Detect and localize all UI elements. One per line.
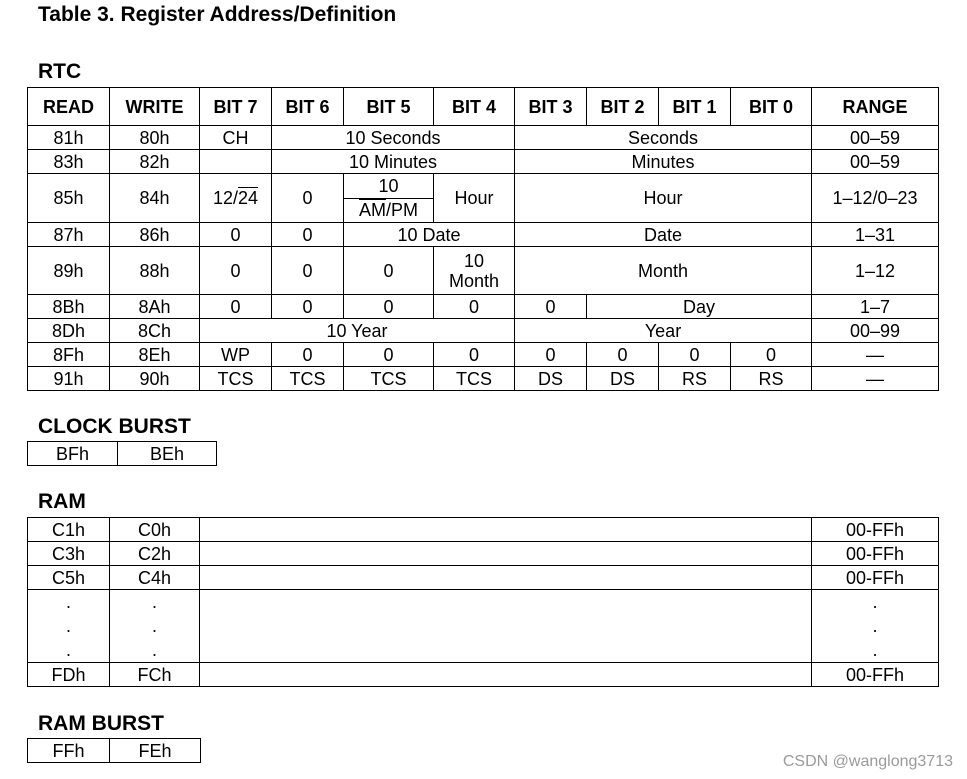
bit-cell: 0 bbox=[731, 343, 812, 367]
column-header: BIT 5 bbox=[344, 88, 434, 126]
bit-cell: 0 bbox=[272, 295, 344, 319]
bit-field: Hour bbox=[515, 174, 812, 223]
mode-label: 12/ bbox=[212, 188, 238, 208]
table-row bbox=[28, 126, 939, 150]
bit-cell: RS bbox=[731, 367, 812, 391]
ram-burst-heading: RAM BURST bbox=[38, 712, 164, 735]
ellipsis-cell: . . . bbox=[110, 590, 200, 663]
write-address: C2h bbox=[110, 542, 200, 566]
table-row bbox=[28, 367, 939, 391]
write-address: 88h bbox=[110, 247, 200, 295]
ram-heading: RAM bbox=[38, 490, 86, 513]
data-cell bbox=[200, 518, 812, 542]
range-cell: 00–59 bbox=[812, 126, 939, 150]
bit-field: Day bbox=[587, 295, 812, 319]
read-address: 81h bbox=[28, 126, 110, 150]
bit-field: 10 Date bbox=[344, 223, 515, 247]
read-address: 83h bbox=[28, 150, 110, 174]
data-cell bbox=[200, 542, 812, 566]
bit-cell bbox=[200, 150, 272, 174]
rtc-heading: RTC bbox=[38, 60, 82, 83]
table-row bbox=[28, 150, 939, 174]
write-address: 8Ch bbox=[110, 319, 200, 343]
bit-cell: 0 bbox=[200, 295, 272, 319]
read-address: C3h bbox=[28, 542, 110, 566]
column-header: BIT 1 bbox=[659, 88, 731, 126]
column-header: BIT 2 bbox=[587, 88, 659, 126]
range-cell: — bbox=[812, 367, 939, 391]
table-row bbox=[28, 542, 939, 566]
table-row bbox=[28, 566, 939, 590]
bit-cell: 0 bbox=[272, 223, 344, 247]
bit-cell: CH bbox=[200, 126, 272, 150]
read-address: C1h bbox=[28, 518, 110, 542]
read-address: 8Bh bbox=[28, 295, 110, 319]
bit-cell: 0 bbox=[344, 247, 434, 295]
bit-cell: 0 bbox=[272, 174, 344, 223]
bit-cell: RS bbox=[659, 367, 731, 391]
bit-cell: 0 bbox=[272, 343, 344, 367]
month-label: Month bbox=[448, 270, 500, 291]
clock-burst-table bbox=[27, 441, 217, 466]
bit-field: Seconds bbox=[515, 126, 812, 150]
column-header: BIT 6 bbox=[272, 88, 344, 126]
table-row bbox=[28, 739, 201, 763]
range-cell: 00-FFh bbox=[812, 518, 939, 542]
am-label: $\overline{AM}$ bbox=[358, 200, 386, 221]
read-address: 8Fh bbox=[28, 343, 110, 367]
clock-burst-heading: CLOCK BURST bbox=[38, 415, 191, 438]
bit-cell: 0 bbox=[515, 295, 587, 319]
write-address: FEh bbox=[110, 739, 201, 763]
ram-table bbox=[27, 517, 939, 687]
bit-cell: 0 bbox=[344, 343, 434, 367]
read-address: BFh bbox=[28, 442, 118, 466]
bit-cell: TCS bbox=[344, 367, 434, 391]
range-cell: 1–31 bbox=[812, 223, 939, 247]
table-header-row bbox=[28, 88, 939, 126]
ram-burst-table bbox=[27, 738, 201, 763]
bit-cell: 0 bbox=[200, 247, 272, 295]
bit-cell bbox=[434, 247, 515, 295]
range-cell: 1–12/0–23 bbox=[812, 174, 939, 223]
bit-cell: TCS bbox=[434, 367, 515, 391]
page-title: Table 3. Register Address/Definition bbox=[38, 3, 397, 26]
data-cell bbox=[200, 590, 812, 663]
bit-cell: 0 bbox=[659, 343, 731, 367]
read-address: 91h bbox=[28, 367, 110, 391]
data-cell bbox=[200, 663, 812, 687]
bit-cell: TCS bbox=[200, 367, 272, 391]
range-cell: 00-FFh bbox=[812, 663, 939, 687]
column-header: RANGE bbox=[812, 88, 939, 126]
write-address: FCh bbox=[110, 663, 200, 687]
range-cell: 1–7 bbox=[812, 295, 939, 319]
rtc-register-table bbox=[27, 87, 939, 391]
range-cell: 00–59 bbox=[812, 150, 939, 174]
write-address: BEh bbox=[118, 442, 217, 466]
am-pm-label bbox=[344, 199, 433, 223]
read-address: 85h bbox=[28, 174, 110, 223]
bit-cell: Hour bbox=[434, 174, 515, 223]
write-address: 90h bbox=[110, 367, 200, 391]
write-address: 8Ah bbox=[110, 295, 200, 319]
pm-label: /PM bbox=[385, 200, 418, 221]
bit-cell: 0 bbox=[587, 343, 659, 367]
read-address: FFh bbox=[28, 739, 110, 763]
column-header: BIT 0 bbox=[731, 88, 812, 126]
table-row bbox=[28, 442, 217, 466]
bit-field: Month bbox=[515, 247, 812, 295]
read-address: 8Dh bbox=[28, 319, 110, 343]
column-header: WRITE bbox=[110, 88, 200, 126]
bit-cell: WP bbox=[200, 343, 272, 367]
table-row bbox=[28, 343, 939, 367]
bit-field: Date bbox=[515, 223, 812, 247]
bit-cell: 0 bbox=[515, 343, 587, 367]
read-address: 87h bbox=[28, 223, 110, 247]
table-row bbox=[28, 518, 939, 542]
table-row bbox=[28, 174, 939, 223]
range-cell: 00-FFh bbox=[812, 566, 939, 590]
ellipsis-cell: . . . bbox=[812, 590, 939, 663]
column-header: READ bbox=[28, 88, 110, 126]
watermark: CSDN @wanglong3713 bbox=[782, 753, 953, 770]
write-address: 80h bbox=[110, 126, 200, 150]
bit-cell: TCS bbox=[272, 367, 344, 391]
table-row bbox=[28, 663, 939, 687]
table-row-ellipsis bbox=[28, 590, 939, 663]
ten-month-label: 10 bbox=[463, 250, 485, 271]
bit-cell bbox=[200, 174, 272, 223]
write-address: 86h bbox=[110, 223, 200, 247]
ellipsis-cell: . . . bbox=[28, 590, 110, 663]
column-header: BIT 7 bbox=[200, 88, 272, 126]
bit-cell: 0 bbox=[200, 223, 272, 247]
write-address: 8Eh bbox=[110, 343, 200, 367]
table-row bbox=[28, 247, 939, 295]
am-pm-split bbox=[344, 174, 433, 222]
bit-cell: 0 bbox=[344, 295, 434, 319]
write-address: C4h bbox=[110, 566, 200, 590]
table-row bbox=[28, 295, 939, 319]
table-row bbox=[28, 223, 939, 247]
bit-field: 10 Minutes bbox=[272, 150, 515, 174]
bit-field: Minutes bbox=[515, 150, 812, 174]
table-row bbox=[28, 319, 939, 343]
write-address: 84h bbox=[110, 174, 200, 223]
column-header: BIT 4 bbox=[434, 88, 515, 126]
range-cell: 00–99 bbox=[812, 319, 939, 343]
read-address: C5h bbox=[28, 566, 110, 590]
bit-cell bbox=[344, 174, 434, 223]
ten-hour-label: 10 bbox=[344, 174, 433, 199]
bit-cell: 0 bbox=[434, 343, 515, 367]
range-cell: 00-FFh bbox=[812, 542, 939, 566]
bit-cell: 0 bbox=[272, 247, 344, 295]
bit-cell: DS bbox=[515, 367, 587, 391]
read-address: 89h bbox=[28, 247, 110, 295]
data-cell bbox=[200, 566, 812, 590]
bit-field: 10 Seconds bbox=[272, 126, 515, 150]
bit-field: 10 Year bbox=[200, 319, 515, 343]
bit-cell: DS bbox=[587, 367, 659, 391]
range-cell: 1–12 bbox=[812, 247, 939, 295]
column-header: BIT 3 bbox=[515, 88, 587, 126]
write-address: 82h bbox=[110, 150, 200, 174]
range-cell: — bbox=[812, 343, 939, 367]
read-address: FDh bbox=[28, 663, 110, 687]
bit-cell: 0 bbox=[434, 295, 515, 319]
bit-field: Year bbox=[515, 319, 812, 343]
mode-label-overlined: 24 bbox=[238, 188, 259, 208]
write-address: C0h bbox=[110, 518, 200, 542]
